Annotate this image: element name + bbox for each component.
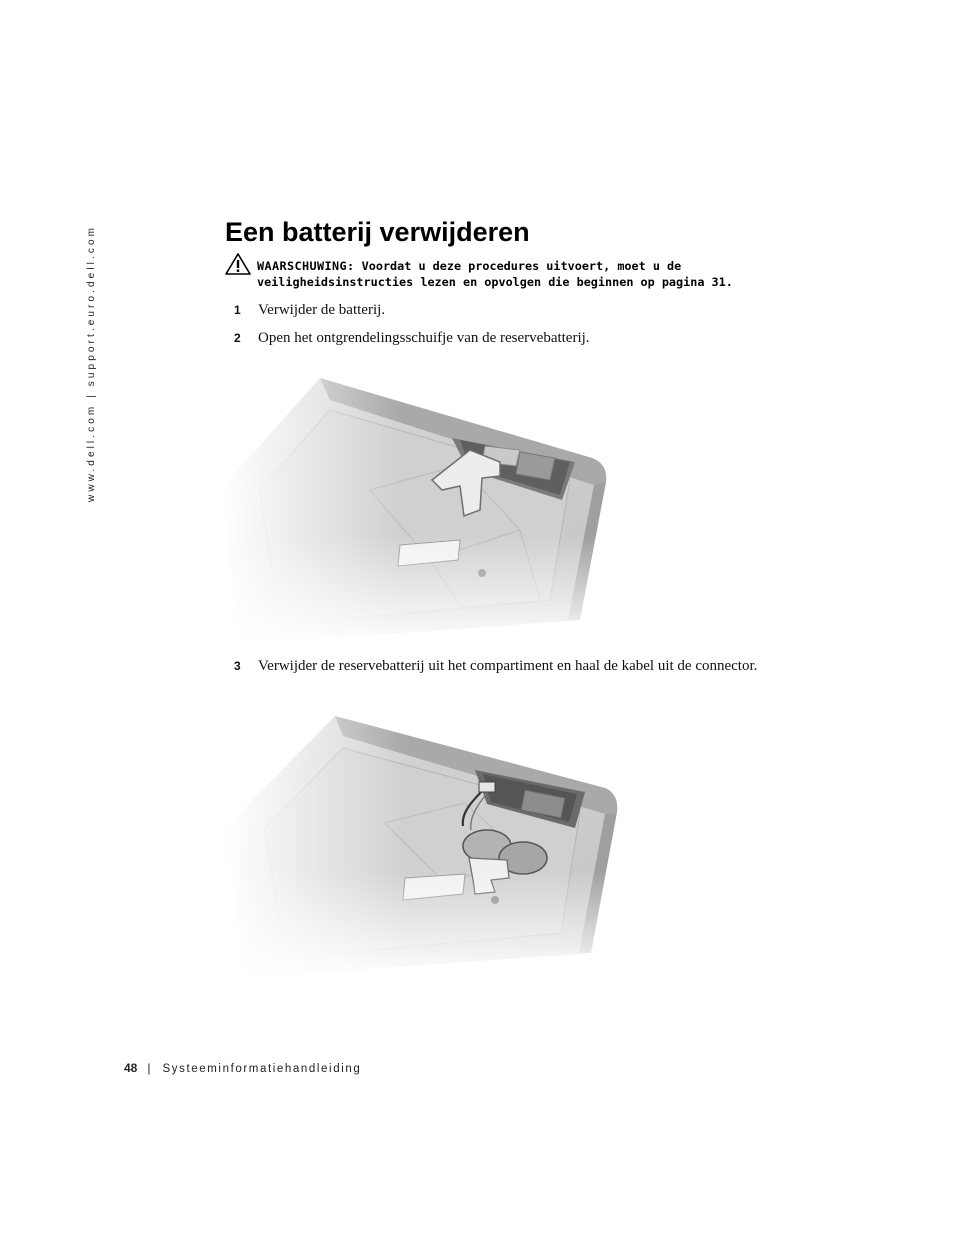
document-title: Systeeminformatiehandleiding (162, 1063, 362, 1075)
footer-separator: | (147, 1061, 151, 1075)
step-number: 2 (234, 331, 241, 345)
page-title: Een batterij verwijderen (225, 217, 530, 247)
step-text: Verwijder de batterij. (258, 302, 386, 318)
step-2 (234, 328, 590, 348)
warning-text (257, 258, 777, 290)
warning-triangle-icon (224, 252, 252, 276)
step-text: Verwijder de reservebatterij uit het compartiment en haal de kabel uit de connector. (258, 658, 758, 674)
step-text: Open het ontgrendelingsschuifje van de reservebatterij. (258, 330, 590, 346)
step-3 (234, 656, 757, 676)
step-number: 1 (234, 303, 241, 317)
warning-line-1: Voordat u deze procedures uitvoert, moet u de (361, 259, 682, 273)
page-footer (124, 1061, 361, 1075)
side-url: www.dell.com | support.euro.dell.com (86, 224, 97, 502)
figure-reserve-battery (225, 708, 625, 978)
figure-release-latch (220, 370, 620, 645)
warning-line-2: veiligheidsinstructies lezen en opvolgen die beginnen op pagina 31. (257, 275, 733, 289)
page-number: 48 (124, 1061, 138, 1075)
warning-label: WAARSCHUWING: (257, 259, 355, 273)
step-1 (234, 300, 385, 320)
step-number: 3 (234, 659, 241, 673)
